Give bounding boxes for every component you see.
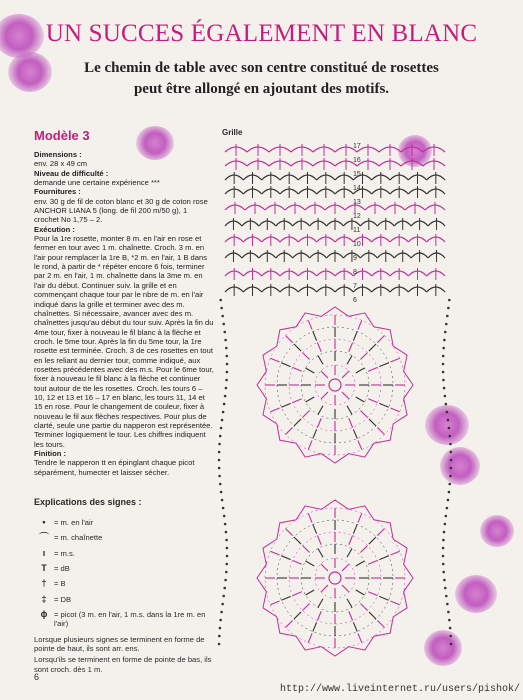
- legend-text: = m.s.: [54, 548, 75, 558]
- chain-dot: [224, 395, 227, 398]
- chain-dot: [221, 315, 224, 318]
- rosette-stitch: [342, 371, 349, 378]
- chain-dot: [442, 547, 445, 550]
- treble-symbol: ‡: [41, 593, 47, 604]
- chain-dot: [450, 467, 453, 470]
- row-number: 9: [353, 255, 357, 262]
- chain-dot: [450, 643, 453, 646]
- rosette-stitch: [369, 612, 376, 619]
- rosette-stitch: [317, 343, 321, 352]
- rosette-stitch: [270, 551, 279, 555]
- rosette-stitch: [358, 513, 362, 522]
- chain-dot: [446, 411, 449, 414]
- chain-symbol: •: [42, 517, 46, 527]
- chain-dot: [225, 347, 228, 350]
- chain-dot: [226, 547, 229, 550]
- rosette-stitch: [318, 406, 323, 415]
- rosette-stitch: [368, 560, 377, 564]
- half-double-symbol: T: [41, 563, 47, 574]
- rosette-stitch: [281, 596, 290, 600]
- rosette-stitch: [281, 403, 290, 407]
- rosette-stitch: [358, 633, 362, 642]
- double-crochet-symbol: †: [41, 578, 47, 589]
- chain-dot: [218, 467, 221, 470]
- rosette-stitch: [286, 336, 293, 343]
- row-number: 15: [353, 171, 361, 178]
- chain-dot: [449, 635, 452, 638]
- chain-dot: [449, 443, 452, 446]
- chain-dot: [442, 355, 445, 358]
- rosette-stitch: [313, 429, 317, 438]
- flower-decoration: [8, 52, 52, 92]
- chain-dot: [222, 323, 225, 326]
- chain-dot: [219, 299, 222, 302]
- chain-dot: [448, 435, 451, 438]
- rosette-stitch: [317, 611, 321, 620]
- row-number: 6: [353, 297, 357, 304]
- rosette-stitch: [318, 549, 323, 558]
- chain-dot: [447, 499, 450, 502]
- chain-dot: [446, 507, 449, 510]
- rosette-ring: [301, 351, 369, 419]
- chain-dot: [442, 555, 445, 558]
- legend-title: Explications des signes :: [34, 497, 142, 507]
- legend-item: [34, 564, 219, 573]
- legend-text: = DB: [54, 594, 72, 604]
- legend-text: = B: [54, 579, 66, 589]
- chain-dot: [446, 603, 449, 606]
- chain-dot: [445, 403, 448, 406]
- legend-note: Lorsque plusieurs signes se terminent en forme de pointe de haut, ils sont arr. ens.: [34, 634, 205, 654]
- chain-dot: [218, 635, 221, 638]
- chain-dot: [447, 419, 450, 422]
- grille-label: Grille: [222, 128, 243, 137]
- chain-dot: [226, 555, 229, 558]
- rosette-stitch: [293, 399, 302, 403]
- chain-dot: [449, 627, 452, 630]
- chain-dot: [448, 299, 451, 302]
- chain-dot: [444, 395, 447, 398]
- chain-dot: [442, 563, 445, 566]
- rosette-stitch: [358, 320, 362, 329]
- page-title: UN SUCCES ÉGALEMENT EN BLANC: [45, 20, 478, 47]
- rosette-stitch: [349, 536, 353, 545]
- rosette-stitch: [342, 392, 349, 399]
- rosette-stitch: [379, 556, 388, 560]
- source-url: http://www.liveinternet.ru/users/pishok/: [280, 684, 521, 695]
- chain-dot: [444, 523, 447, 526]
- rosette-stitch: [368, 592, 377, 596]
- rosette-stitch: [369, 344, 376, 351]
- rosette-stitch: [308, 440, 312, 449]
- rosette-stitch: [321, 585, 328, 592]
- legend-text: = picot (3 m. en l'air, 1 m.s. dans la 1re m. en l'air): [54, 610, 206, 629]
- chain-dot: [450, 459, 453, 462]
- rosette-stitch: [390, 358, 399, 362]
- rosette-stitch: [356, 590, 365, 595]
- rosette-center: [329, 572, 341, 584]
- rosette-stitch: [349, 418, 353, 427]
- rosette-stitch: [302, 603, 309, 610]
- rosette-stitch: [369, 537, 376, 544]
- legend-item: [34, 518, 219, 527]
- rosette-stitch: [379, 403, 388, 407]
- chain-dot: [225, 379, 228, 382]
- chain-dot: [219, 435, 222, 438]
- legend-item: [34, 533, 219, 542]
- chain-dot: [225, 387, 228, 390]
- chain-dot: [223, 587, 226, 590]
- rosette-stitch: [313, 524, 317, 533]
- row-number: 17: [353, 143, 361, 150]
- rosette-stitch: [342, 564, 349, 571]
- chain-dot: [444, 587, 447, 590]
- chain-dot: [445, 515, 448, 518]
- chain-dot: [225, 563, 228, 566]
- rosette-stitch: [270, 408, 279, 412]
- rosette-stitch: [294, 419, 301, 426]
- chain-dot: [218, 459, 221, 462]
- rosette-stitch: [377, 336, 384, 343]
- chain-dot: [219, 619, 222, 622]
- chain-dot: [218, 443, 221, 446]
- rosette-stitch: [321, 371, 328, 378]
- row-number: 14: [353, 185, 361, 192]
- row-number: 13: [353, 199, 361, 206]
- rosette-stitch: [293, 367, 302, 371]
- chain-dot: [223, 403, 226, 406]
- chain-dot: [221, 499, 224, 502]
- rosette-stitch: [342, 585, 349, 592]
- chain-dot: [219, 627, 222, 630]
- finishing-value: Tendre le napperon tt en épinglant chaque picot séparément, humecter et laisser sécher.: [34, 458, 195, 477]
- legend-item: [34, 595, 219, 604]
- slip-stitch-symbol: ⌒: [39, 532, 49, 543]
- row-number: 11: [353, 227, 361, 234]
- rosette-stitch: [356, 561, 365, 566]
- chain-dot: [226, 371, 229, 374]
- chain-dot: [225, 571, 228, 574]
- rosette-stitch: [306, 590, 315, 595]
- chain-dot: [225, 531, 228, 534]
- page-subtitle: [60, 58, 463, 100]
- flower-decoration: [480, 515, 514, 547]
- rosette-stitch: [356, 397, 365, 402]
- rosette-stitch: [321, 564, 328, 571]
- chain-dot: [443, 339, 446, 342]
- chain-dot: [447, 611, 450, 614]
- chain-dot: [225, 355, 228, 358]
- rosette-stitch: [286, 427, 293, 434]
- rosette-stitch: [347, 356, 352, 365]
- chain-dot: [221, 419, 224, 422]
- chain-dot: [221, 603, 224, 606]
- rosette-stitch: [347, 549, 352, 558]
- supplies-label: Fournitures :: [34, 187, 81, 197]
- chain-dot: [218, 451, 221, 454]
- chain-dot: [222, 595, 225, 598]
- rosette-stitch: [368, 399, 377, 403]
- legend-item: [34, 549, 219, 558]
- rosette-stitch: [379, 363, 388, 367]
- supplies-value: env. 30 g de fil de coton blanc et 30 g de coton rose ANCHOR LIANA 5 (long. de fil 200 m/50 g), 1 crochet No 1,75 – 2.: [34, 196, 208, 225]
- legend-text: = m. chaînette: [54, 533, 103, 543]
- chain-dot: [445, 323, 448, 326]
- chain-dot: [218, 475, 221, 478]
- rosette-stitch: [353, 524, 357, 533]
- rosette-stitch: [286, 529, 293, 536]
- page-number: 6: [34, 672, 40, 682]
- rosette-stitch: [347, 406, 352, 415]
- legend-note: Lorsqu'ils se terminent en forme de pointe de bas, ils sont croch. dès 1 m.: [34, 655, 212, 674]
- rosette-stitch: [390, 408, 399, 412]
- chain-dot: [220, 611, 223, 614]
- chain-dot: [220, 427, 223, 430]
- rosette-stitch: [306, 397, 315, 402]
- row-number: 7: [353, 283, 357, 290]
- rosette-stitch: [302, 410, 309, 417]
- rosette-stitch: [358, 440, 362, 449]
- rosette-stitch: [317, 536, 321, 545]
- rosette-stitch: [308, 513, 312, 522]
- chain-dot: [442, 539, 445, 542]
- chain-dot: [223, 515, 226, 518]
- dimensions-label: Dimensions :: [34, 150, 82, 159]
- rosette-stitch: [360, 352, 367, 359]
- rosette-stitch: [281, 556, 290, 560]
- rosette-stitch: [294, 344, 301, 351]
- crochet-chart: [205, 130, 465, 670]
- rosette-stitch: [293, 592, 302, 596]
- rosette-stitch: [360, 603, 367, 610]
- chain-dot: [220, 307, 223, 310]
- chain-dot: [450, 451, 453, 454]
- legend-item: [34, 610, 219, 629]
- chain-dot: [448, 427, 451, 430]
- rosette-stitch: [353, 331, 357, 340]
- chain-dot: [226, 363, 229, 366]
- legend: [34, 518, 219, 674]
- chain-dot: [448, 619, 451, 622]
- difficulty-value: demande une certaine expérience ***: [34, 178, 160, 188]
- chain-dot: [443, 531, 446, 534]
- rosette-stitch: [294, 612, 301, 619]
- chain-dot: [224, 523, 227, 526]
- chain-dot: [443, 387, 446, 390]
- execution-label: Exécution :: [34, 224, 75, 234]
- chain-dot: [446, 315, 449, 318]
- rosette-stitch: [306, 561, 315, 566]
- rosette-stitch: [369, 419, 376, 426]
- legend-text: = m. en l'air: [54, 518, 94, 527]
- rosette-center: [329, 379, 341, 391]
- rosette-stitch: [302, 545, 309, 552]
- chain-dot: [443, 579, 446, 582]
- row-number: 16: [353, 157, 361, 164]
- chain-dot: [224, 339, 227, 342]
- rosette-stitch: [308, 633, 312, 642]
- chain-dot: [220, 491, 223, 494]
- chain-dot: [442, 571, 445, 574]
- rosette-stitch: [353, 622, 357, 631]
- chain-dot: [219, 483, 222, 486]
- rosette-stitch: [293, 560, 302, 564]
- rosette-stitch: [281, 363, 290, 367]
- chain-dot: [447, 307, 450, 310]
- chain-dot: [449, 475, 452, 478]
- chain-dot: [442, 371, 445, 374]
- rosette-stitch: [294, 537, 301, 544]
- difficulty-label: Niveau de difficulté :: [34, 168, 109, 178]
- row-number: 10: [353, 241, 361, 248]
- rosette-stitch: [286, 620, 293, 627]
- rosette-stitch: [270, 601, 279, 605]
- rosette-stitch: [318, 599, 323, 608]
- chain-dot: [218, 643, 221, 646]
- rosette-stitch: [318, 356, 323, 365]
- rosette-stitch: [321, 392, 328, 399]
- chain-dot: [224, 579, 227, 582]
- rosette-stitch: [313, 331, 317, 340]
- rosette-stitch: [390, 551, 399, 555]
- chain-dot: [444, 331, 447, 334]
- model-title: Modèle 3: [34, 128, 90, 143]
- rosette-stitch: [349, 343, 353, 352]
- picot-symbol: ɸ: [40, 609, 48, 620]
- rosette-stitch: [353, 429, 357, 438]
- chain-dot: [223, 331, 226, 334]
- finishing-label: Finition :: [34, 449, 67, 458]
- chain-dot: [222, 507, 225, 510]
- rosette-stitch: [349, 611, 353, 620]
- rosette-stitch: [377, 529, 384, 536]
- rosette-stitch: [368, 367, 377, 371]
- rosette-stitch: [306, 368, 315, 373]
- rosette-stitch: [377, 620, 384, 627]
- rosette-stitch: [317, 418, 321, 427]
- rosette-stitch: [360, 545, 367, 552]
- instructions: [34, 150, 214, 477]
- row-number: 8: [353, 269, 357, 276]
- execution-value: Pour la 1re rosette, monter 8 m. en l'air en rose et fermer en tour avec 1 m. chaînette. Croch. 3 m. en l'air pour remplacer la 1re B, *2 m. en l'air, 1 B dans le rond, à partir de * répéter encore 6 fois, terminer par 2 m. en l'air, 1 m. chaînette dans la 3me m. en l'air du début. Continuer suiv. la grille et en commençant chaque tour par le nbre de m. en l'air indiqué dans la grille et terminer avec des m. chaînettes. Si nécessaire, avancer avec des m. chaînettes jusqu'au début du tour suiv. Après la fin du 4me tour, fixer à nouveau le fil blanc à la flèche et croch. le 5me tour. Après la fin du 5me tour, la 1re rosette est terminée. Croch. 3 de ces rosettes en tout en les reliant au dernier tour, comme indiqué, aux rosettes précédentes avec des m.s. Pour le 6me tour, fixer à nouveau le fil blanc à la flèche et continuer tout autour de tte les rosettes. Croch. les tours 6 – 10, 12 et 13 et 16 – 17 en blanc, les tours 11, 14 et 15 en rose. Pour le changement de couleur, fixer à nouveau le fil aux flèches respectives. Pour plus de clarté, seule une partie du napperon est représentée. Terminer logiquement le tour. Les chiffres indiquent les tours.: [34, 234, 214, 449]
- chain-dot: [222, 411, 225, 414]
- rosette-stitch: [313, 622, 317, 631]
- row-number: 12: [353, 213, 361, 220]
- subtitle-line: Le chemin de table avec son centre constitué de rosettes: [84, 60, 439, 76]
- subtitle-line: peut être allongé en ajoutant des motifs.: [133, 81, 390, 97]
- rosette-stitch: [308, 320, 312, 329]
- chain-dot: [448, 483, 451, 486]
- chain-dot: [448, 491, 451, 494]
- legend-text: = dB: [54, 564, 70, 574]
- chain-dot: [442, 347, 445, 350]
- rosette-stitch: [360, 410, 367, 417]
- chain-dot: [445, 595, 448, 598]
- dimensions-value: env. 28 x 49 cm: [34, 159, 88, 169]
- rosette-stitch: [379, 596, 388, 600]
- chain-dot: [442, 379, 445, 382]
- chain-dot: [442, 363, 445, 366]
- rosette-stitch: [270, 358, 279, 362]
- rosette-stitch: [356, 368, 365, 373]
- rosette-stitch: [347, 599, 352, 608]
- rosette-ring: [301, 544, 369, 612]
- single-crochet-symbol: ı: [42, 547, 46, 558]
- chain-dot: [225, 539, 228, 542]
- rosette-stitch: [302, 352, 309, 359]
- rosette-stitch: [377, 427, 384, 434]
- rosette-stitch: [390, 601, 399, 605]
- legend-item: [34, 579, 219, 588]
